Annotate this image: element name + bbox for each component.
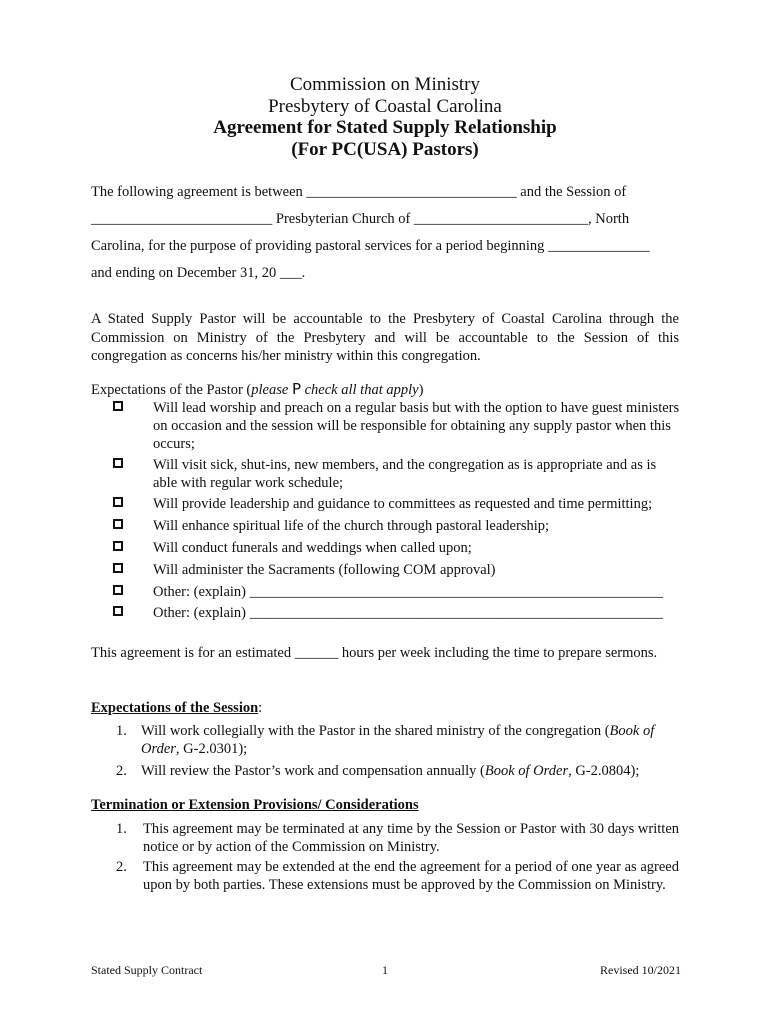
checkbox[interactable] <box>113 401 123 411</box>
termination-item-number: 2. <box>116 859 127 875</box>
pastor-expectation-text: Will provide leadership and guidance to committees as requested and time permitting; <box>153 496 653 512</box>
expectations-pastor-suffix: ) <box>418 382 424 398</box>
pastor-expectation-text: Will visit sick, shut-ins, new members, and the congregation as is appropriate and as is able with regular work schedule; <box>153 457 657 491</box>
pastor-expectation-text: Will enhance spiritual life of the church through pastoral leadership; <box>153 518 550 534</box>
session-item-number: 2. <box>116 763 127 779</box>
session-heading-colon: : <box>258 700 263 716</box>
hours-paragraph: This agreement is for an estimated ______ hours per week including the time to prepare sermons. <box>91 645 658 661</box>
header-commission: Commission on Ministry <box>289 74 481 95</box>
accountability-paragraph: A Stated Supply Pastor will be accountable to the Presbytery of Coastal Carolina through the Commission on Ministry of the Presbytery and will be accountable to the Session of this congregation as concerns his/her ministry within this congregation. <box>91 311 679 364</box>
expectations-pastor-prefix: Expectations of the Pastor ( <box>91 382 252 398</box>
footer-left: Stated Supply Contract <box>91 963 203 977</box>
session-item-text: Will work collegially with the Pastor in the shared ministry of the congregation (Book of Order, G-2.0301); <box>141 723 655 757</box>
pastor-expectation-text: Other: (explain) _________________________________________________________ <box>153 584 663 600</box>
expectations-pastor-note-b: check all that apply <box>300 382 419 398</box>
checkbox[interactable] <box>113 519 123 529</box>
expectations-pastor-heading <box>91 380 423 399</box>
footer-right: Revised 10/2021 <box>600 963 681 977</box>
check-glyph: P <box>291 380 301 398</box>
header-presbytery: Presbytery of Coastal Carolina <box>268 96 502 117</box>
session-item-number: 1. <box>116 723 127 739</box>
session-heading-text: Expectations of the Session <box>91 700 259 716</box>
intro-line-2: _________________________ Presbyterian Church of ________________________, North <box>91 211 630 227</box>
session-heading <box>91 700 262 717</box>
checkbox[interactable] <box>113 585 123 595</box>
checkbox[interactable] <box>113 606 123 616</box>
document-title: Agreement for Stated Supply Relationship <box>213 117 557 138</box>
document-subtitle: (For PC(USA) Pastors) <box>291 139 479 160</box>
expectations-pastor-note-a: please <box>251 382 292 398</box>
pastor-expectation-text: Other: (explain) _________________________________________________________ <box>153 605 663 621</box>
checkbox[interactable] <box>113 541 123 551</box>
pastor-expectation-text: Will lead worship and preach on a regular basis but with the option to have guest ministers on occasion and the session will be responsible for obtaining any supply pastor when this occurs; <box>153 400 680 452</box>
checkbox[interactable] <box>113 563 123 573</box>
pastor-expectation-text: Will administer the Sacraments (following COM approval) <box>153 562 496 578</box>
pastor-expectation-text: Will conduct funerals and weddings when called upon; <box>153 540 472 556</box>
termination-item-text: This agreement may be terminated at any time by the Session or Pastor with 30 days written notice or by action of the Commission on Ministry. <box>143 821 679 855</box>
termination-heading: Termination or Extension Provisions/ Considerations <box>91 797 419 813</box>
intro-line-3: Carolina, for the purpose of providing pastoral services for a period beginning ______________ <box>91 238 650 254</box>
termination-item-text: This agreement may be extended at the end the agreement for a period of one year as agreed upon by both parties. These extensions must be approved by the Commission on Ministry. <box>143 859 679 893</box>
termination-item-number: 1. <box>116 821 127 837</box>
checkbox[interactable] <box>113 458 123 468</box>
session-item-text: Will review the Pastor’s work and compensation annually (Book of Order, G-2.0804); <box>141 763 640 779</box>
intro-line-4: and ending on December 31, 20 ___. <box>91 265 306 281</box>
intro-line-1: The following agreement is between _____________________________ and the Session of <box>91 184 627 200</box>
footer-page-number: 1 <box>382 963 388 977</box>
checkbox[interactable] <box>113 497 123 507</box>
